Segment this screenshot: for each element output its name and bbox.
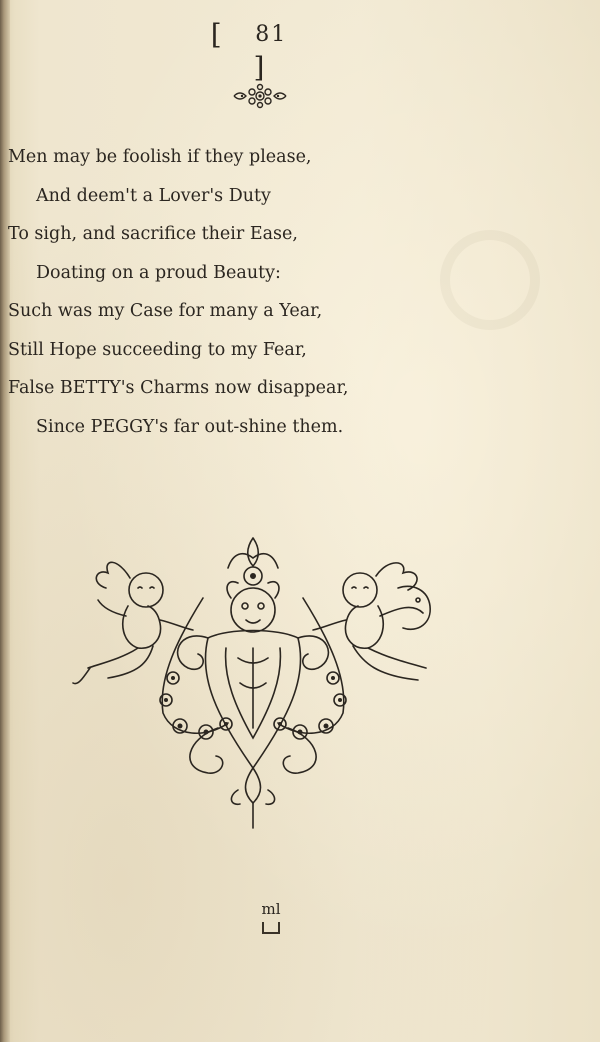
floral-fleuron-icon	[230, 82, 290, 110]
poem-line: False BETTY's Charms now disappear,	[8, 378, 349, 398]
poem-line: To sigh, and sacrifice their Ease,	[8, 224, 298, 244]
cherubs-tailpiece-icon	[68, 528, 438, 833]
poem-stanza	[8, 138, 428, 446]
page-number: 81	[255, 22, 288, 47]
poem-line: Still Hope succeeding to my Fear,	[8, 339, 307, 360]
close-bracket: ]	[253, 51, 267, 84]
open-bracket: [	[210, 18, 224, 51]
poem-line: And deem't a Lover's Duty	[36, 185, 271, 206]
poem-line: Doating on a proud Beauty:	[36, 262, 281, 283]
poem-line: Since PEGGY's far out-shine them.	[36, 416, 344, 437]
signature-mark	[253, 900, 289, 940]
page-header	[200, 18, 320, 84]
bleed-through-shadow	[440, 230, 540, 330]
poem-line: Men may be foolish if they please,	[8, 147, 312, 167]
catchword-bracket-icon	[262, 922, 280, 934]
poem-line: Such was my Case for many a Year,	[8, 301, 323, 321]
signature-mark-text: ml	[261, 900, 281, 918]
